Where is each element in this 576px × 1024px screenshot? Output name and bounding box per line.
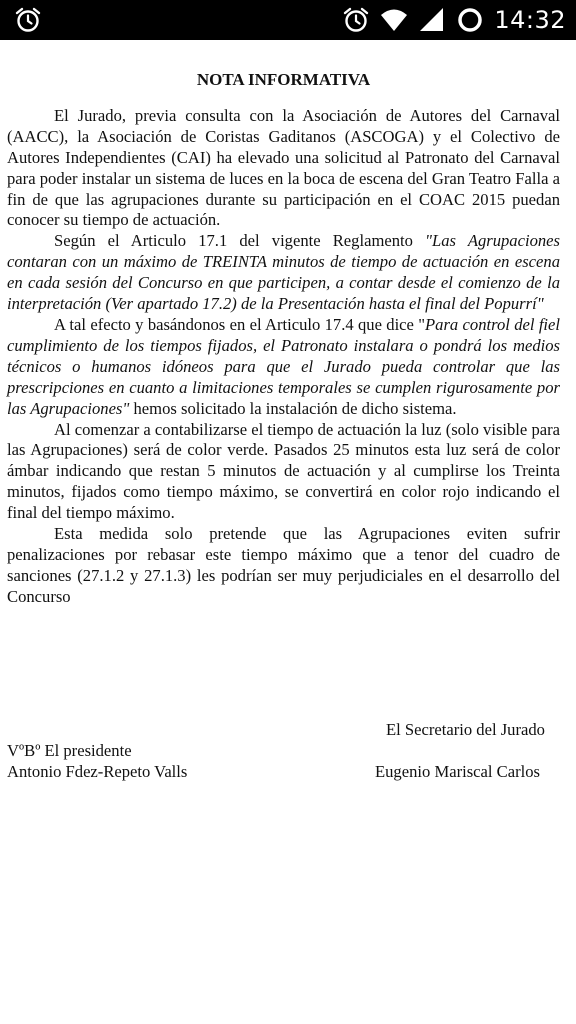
status-bar	[0, 0, 576, 40]
secretary-title: El Secretario del Jurado	[386, 720, 545, 739]
battery-icon	[456, 6, 484, 34]
paragraph-4: Al comenzar a contabilizarse el tiempo de actuación la luz (solo visible para las Agrupaciones) será de color verde. Pasados 25 minutos esta luz será de color ámbar indicando que restan 5 minutos de actuación y al cumplirse los Treinta minutos, fijados como tiempo máximo, se convertirá en color rojo indicando el final del tiempo máximo.	[7, 419, 560, 523]
paragraph-1: El Jurado, previa consulta con la Asociación de Autores del Carnaval (AACC), la Asociación de Coristas Gaditanos (ASCOGA) y el Colectivo de Autores Independientes (CAI) ha elevado una solicitud al Patronato del Carnaval para poder instalar un sistema de luces en la boca de escena del Gran Teatro Falla a fin de que las agrupaciones durante su participación en el COAC 2015 puedan conocer su tiempo de actuación.	[7, 105, 560, 230]
alarm-icon	[342, 6, 370, 34]
document	[7, 60, 560, 608]
paragraph-2: Según el Articulo 17.1 del vigente Reglamento "Las Agrupaciones contaran con un máximo de TREINTA minutos de tiempo de actuación en escena en cada sesión del Concurso en que participen, a contar desde el comienzo de la interpretación (Ver apartado 17.2) de la Presentación hasta el final del Popurrí"	[7, 231, 560, 314]
paragraph-3: A tal efecto y basándonos en el Articulo 17.4 que dice "Para control del fiel cumplimiento de los tiempos fijados, el Patronato instalara o pondrá los medios técnicos o humanos idóneos para que el Jurado pueda controlar que las prescripciones en cuanto a limitaciones temporales se cumplen rigurosamente por las Agrupaciones" hemos solicitado la instalación de dicho sistema.	[7, 314, 561, 418]
paragraph-5: Esta medida solo pretende que las Agrupaciones eviten sufrir penalizaciones por rebasar este tiempo máximo que a tenor del cuadro de sanciones (27.1.2 y 27.1.3) les podrían ser muy perjudiciales en el desarrollo del Concurso	[7, 524, 560, 606]
clock: 14:32	[494, 6, 566, 34]
status-bar-right	[332, 0, 566, 40]
alarm-icon	[14, 6, 42, 34]
president-title: VºBº El presidente	[7, 741, 132, 760]
signal-icon	[418, 6, 446, 34]
wifi-icon	[380, 6, 408, 34]
secretary-name: Eugenio Mariscal Carlos	[375, 762, 540, 781]
document-title: NOTA INFORMATIVA	[196, 70, 371, 89]
president-name: Antonio Fdez-Repeto Valls	[7, 762, 188, 781]
